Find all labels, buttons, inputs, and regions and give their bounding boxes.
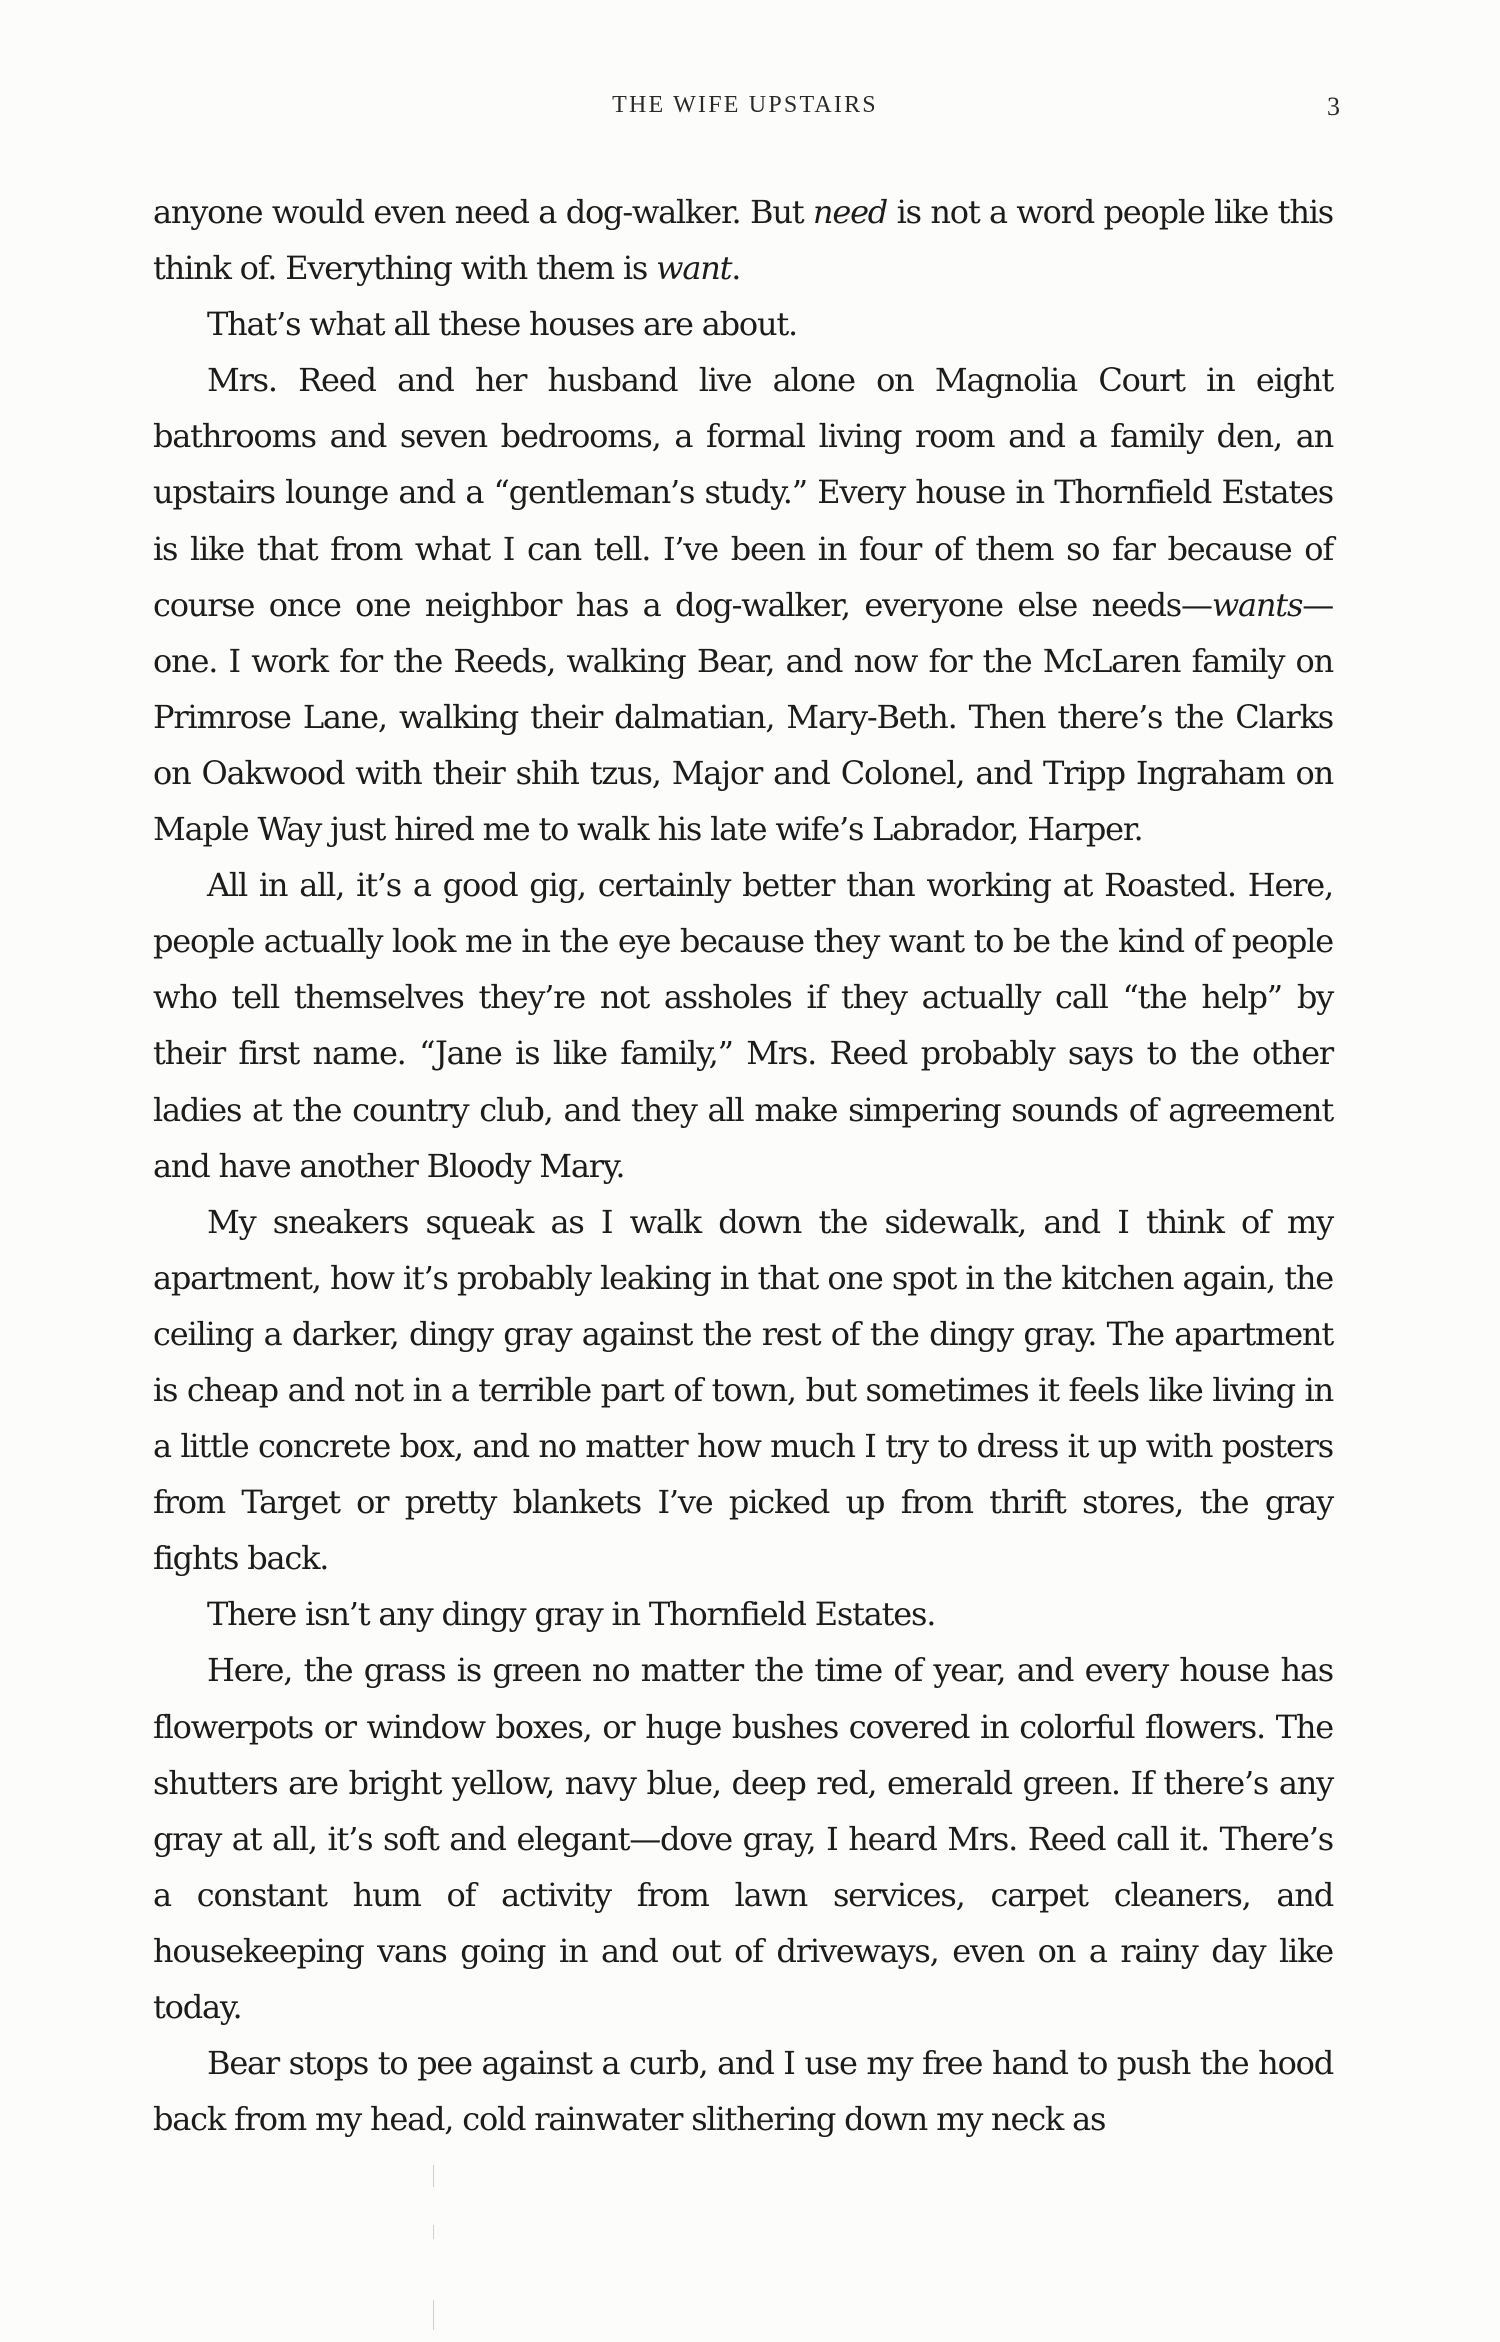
paragraph-3 xyxy=(153,352,1333,857)
running-title: THE WIFE UPSTAIRS xyxy=(612,92,878,118)
italic-word: want xyxy=(656,249,732,288)
scan-speck xyxy=(433,2225,434,2239)
paragraph-5: My sneakers squeak as I walk down the sidewalk, and I think of my apartment, how it’s probably leaking in that one spot in the kitchen again, the ceiling a darker, dingy gray against the rest of the dingy gray. The apartment is cheap and not in a terrible part of town, but sometimes it feels like living in a little concrete box, and no matter how much I try to dress it up with posters from Target or pretty blankets I’ve picked up from thrift stores, the gray fights back. xyxy=(153,1202,1333,1578)
text-run: Mrs. Reed and her husband live alone on Magnolia Court in eight bathrooms and seven bedrooms, a formal living room and a family den, an upstairs lounge and a “gentleman’s study.” Every house in Thornfield Estates is like that from what I can tell. I’ve been in four of them so far because of course once one neighbor has a dog-walker, everyone else needs— xyxy=(153,361,1333,624)
page-number: 3 xyxy=(1327,92,1340,121)
text-run: is not a word people like this think of. Everything with them is xyxy=(153,193,1333,288)
paragraph-2: That’s what all these houses are about. xyxy=(207,305,798,344)
italic-word: wants xyxy=(1211,585,1303,624)
paragraph-1 xyxy=(153,184,1333,296)
paragraph-7: Here, the grass is green no matter the time of year, and every house has flowerpots or window boxes, or huge bushes covered in colorful flowers. The shutters are bright yellow, navy blue, deep red, emerald green. If there’s any gray at all, it’s soft and elegant—dove gray, I heard Mrs. Reed call it. There’s a constant hum of activity from lawn services, carpet cleaners, and housekeeping vans going in and out of driveways, even on a rainy day like today. xyxy=(153,1651,1333,2026)
running-head xyxy=(150,92,1340,132)
paragraph-8: Bear stops to pee against a curb, and I use my free hand to push the hood back from my head, cold rainwater slithering down my neck as xyxy=(153,2044,1333,2139)
paragraph-6: There isn’t any dingy gray in Thornfield Estates. xyxy=(207,1595,936,1634)
text-run: . xyxy=(731,249,741,288)
text-run: anyone would even need a dog-walker. But xyxy=(153,193,813,231)
scan-speck xyxy=(433,2300,434,2330)
scan-speck xyxy=(433,2165,434,2187)
text-run: —one. I work for the Reeds, walking Bear, and now for the McLaren family on Primrose Lane, walking their dalmatian, Mary-Beth. Then there’s the Clarks on Oakwood with their shih tzus, Major and Colonel, and Tripp Ingraham on Maple Way just hired me to walk his late wife’s Labrador, Harper. xyxy=(153,585,1333,849)
body-text xyxy=(153,184,1333,2147)
paragraph-4: All in all, it’s a good gig, certainly better than working at Roasted. Here, people actually look me in the eye because they want to be the kind of people who tell themselves they’re not assholes if they actually call “the help” by their first name. “Jane is like family,” Mrs. Reed probably says to the other ladies at the country club, and they all make simpering sounds of agreement and have another Bloody Mary. xyxy=(153,866,1333,1185)
italic-word: need xyxy=(812,193,888,231)
